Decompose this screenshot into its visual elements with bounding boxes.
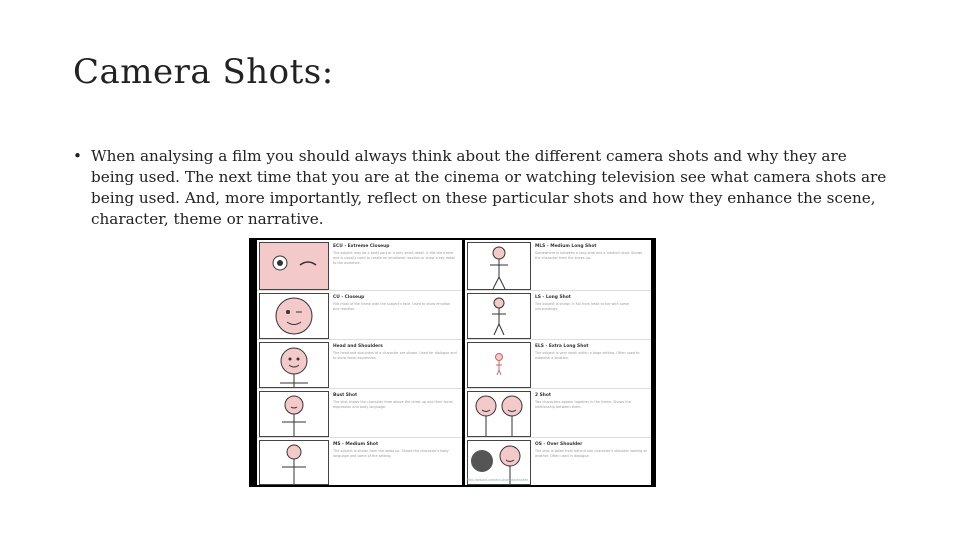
row-body: The shot shows the character from above the chest up and their facial expression and body language. (333, 400, 453, 409)
camera-shots-worksheet-image (249, 238, 656, 487)
row-body: The subject is very small within a large setting. Often used to establish a location. (535, 351, 640, 360)
bust-shot-illustration (259, 391, 329, 437)
worksheet-row-2shot (465, 389, 651, 438)
worksheet-row-mls (465, 240, 651, 291)
row-heading: Head and Shoulders (333, 344, 383, 349)
worksheet-row-ms (257, 438, 462, 485)
row-heading: CU - Closeup (333, 295, 365, 300)
row-body: The shot is taken from behind one character's shoulder looking at another. Often used in dialogue. (535, 449, 647, 458)
row-body: Two characters appear together in the frame. Shows the relationship between them. (535, 400, 631, 409)
row-heading: MLS - Medium Long Shot (535, 244, 597, 249)
row-heading: ECU - Extreme Closeup (333, 244, 390, 249)
row-heading: LS - Long Shot (535, 295, 571, 300)
row-body: The head and shoulders of a character are shown. Used for dialogue and to show facial expression. (333, 351, 457, 360)
row-heading: 2 Shot (535, 393, 551, 398)
els-illustration (467, 342, 531, 388)
worksheet-row-els (465, 340, 651, 389)
worksheet-row-bust (257, 389, 462, 438)
ls-illustration (467, 293, 531, 339)
head-shoulders-illustration (259, 342, 329, 388)
row-body: The subject may be a body part or a very small detail. It fills the frame and is usually used to create an emotional reaction or show a key detail to the audience. (333, 251, 456, 265)
worksheet-left-column (257, 240, 462, 485)
row-heading: MS - Medium Shot (333, 442, 379, 447)
bullet-text: When analysing a film you should always think about the different camera shots and why they are being used. The next time that you are at the cinema or watching television see what camera shots are being used. And, more importantly, reflect on these particular shots and how they enhance the scene, character, theme or narrative. (91, 147, 887, 228)
row-body: Somewhere in between a long shot and a medium shot. Shows the character from the knees up. (535, 251, 642, 260)
ecu-illustration (259, 242, 329, 290)
row-heading: OS - Over Shoulder (535, 442, 583, 447)
worksheet-row-os (465, 438, 651, 485)
two-shot-illustration (467, 391, 531, 437)
worksheet-row-cu (257, 291, 462, 340)
worksheet-row-head-shoulders (257, 340, 462, 389)
slide-title: Camera Shots: (73, 52, 334, 92)
bullet-item (73, 146, 893, 230)
cu-illustration (259, 293, 329, 339)
worksheet-row-ecu (257, 240, 462, 291)
bullet-list (73, 146, 893, 230)
row-body: The subject is shown from the waist up. Shows the character's body language and some of the setting. (333, 449, 449, 458)
row-heading: ELS - Extra Long Shot (535, 344, 589, 349)
bullet-marker: • (73, 147, 82, 165)
mls-illustration (467, 242, 531, 290)
row-body: The subject is shown in full from head to toe with some surroundings. (535, 302, 630, 311)
worksheet-row-ls (465, 291, 651, 340)
worksheet-right-column (465, 240, 651, 485)
medium-shot-illustration (259, 440, 329, 485)
row-heading: Bust Shot (333, 393, 358, 398)
row-body: Fills most of the frame with the subject's face. Used to show emotion and reaction. (333, 302, 451, 311)
image-credit: http://www.a-camera-shots-worksheet (467, 478, 528, 482)
